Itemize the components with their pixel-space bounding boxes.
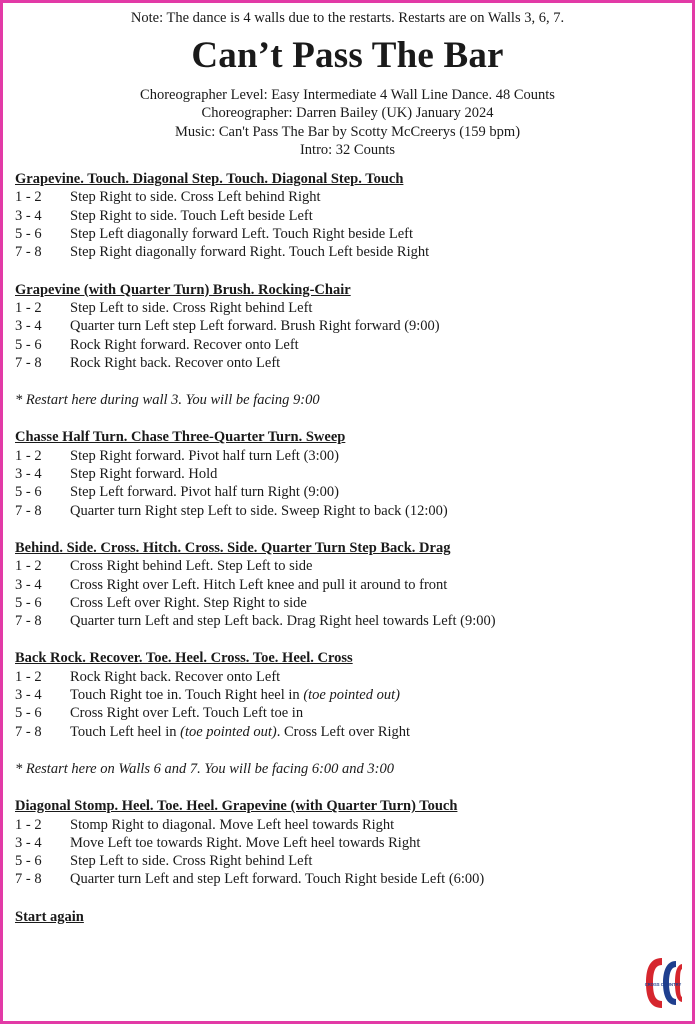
step-count: 7 - 8 <box>15 354 42 371</box>
step-count: 5 - 6 <box>15 594 42 611</box>
step-row <box>15 336 680 354</box>
step-row <box>15 612 680 630</box>
step-text: Move Left toe towards Right. Move Left heel towards Right <box>70 834 421 851</box>
step-text: Quarter turn Left step Left forward. Brush Right forward (9:00) <box>70 318 440 335</box>
step-row <box>15 502 680 520</box>
section-6 <box>15 797 680 888</box>
step-row <box>15 465 680 483</box>
step-count: 1 - 2 <box>15 447 42 464</box>
step-row <box>15 354 680 372</box>
step-text: Step Left to side. Cross Right behind Left <box>70 299 313 316</box>
step-text: Step Right to side. Touch Left beside Left <box>70 207 313 224</box>
section-heading: Diagonal Stomp. Heel. Toe. Heel. Grapevine (with Quarter Turn) Touch <box>15 798 458 815</box>
intro-line: Intro: 32 Counts <box>299 141 396 158</box>
step-text: Rock Right back. Recover onto Left <box>70 668 281 685</box>
section-1 <box>15 170 680 261</box>
section-3 <box>15 428 680 519</box>
step-row <box>15 483 680 501</box>
step-text: Step Right forward. Hold <box>70 466 218 483</box>
step-count: 7 - 8 <box>15 723 42 740</box>
section-heading: Grapevine. Touch. Diagonal Step. Touch. Diagonal Step. Touch <box>15 171 404 188</box>
step-text: Step Left forward. Pivot half turn Right (9:00) <box>70 484 340 501</box>
step-count: 5 - 6 <box>15 336 42 353</box>
step-text: Quarter turn Right step Left to side. Sweep Right to back (12:00) <box>70 502 448 519</box>
step-text: Step Left to side. Cross Right behind Left <box>70 853 313 870</box>
step-row <box>15 686 680 704</box>
step-row <box>15 704 680 722</box>
step-row <box>15 225 680 243</box>
step-text: Step Right diagonally forward Right. Touch Left beside Right <box>70 244 430 261</box>
step-text: Cross Right over Left. Hitch Left knee and pull it around to front <box>70 576 448 593</box>
section-5 <box>15 649 680 740</box>
step-count: 5 - 6 <box>15 853 42 870</box>
step-text: Touch Right toe in. Touch Right heel in <box>70 687 304 704</box>
dance-sheet <box>15 9 680 940</box>
step-row <box>15 576 680 594</box>
step-row <box>15 852 680 870</box>
step-row <box>15 594 680 612</box>
level-line: Choreographer Level: Easy Intermediate 4 Wall Line Dance. 48 Counts <box>140 87 555 103</box>
step-text: Cross Right over Left. Touch Left toe in <box>70 705 304 722</box>
step-count: 7 - 8 <box>15 244 42 261</box>
step-count: 7 - 8 <box>15 871 42 888</box>
step-sections <box>15 170 680 926</box>
step-row <box>15 816 680 834</box>
cross-country-logo <box>640 952 686 1014</box>
step-count: 7 - 8 <box>15 502 42 519</box>
step-count: 5 - 6 <box>15 226 42 243</box>
dance-title: Can’t Pass The Bar <box>191 35 504 76</box>
step-count: 5 - 6 <box>15 484 42 501</box>
step-count: 3 - 4 <box>15 318 42 335</box>
step-text: Rock Right back. Recover onto Left <box>70 354 281 371</box>
section-heading: Back Rock. Recover. Toe. Heel. Cross. Toe. Heel. Cross <box>15 650 353 667</box>
step-count: 3 - 4 <box>15 834 42 851</box>
step-text: Stomp Right to diagonal. Move Left heel towards Right <box>70 816 395 833</box>
section-2 <box>15 281 680 372</box>
section-4 <box>15 539 680 630</box>
restart-note-wall-3: * Restart here during wall 3. You will be facing 9:00 <box>15 392 320 409</box>
step-count: 3 - 4 <box>15 687 42 704</box>
music-line: Music: Can't Pass The Bar by Scotty McCreerys (159 bpm) <box>174 123 521 140</box>
step-count: 1 - 2 <box>15 299 42 316</box>
step-text: Touch Left heel in <box>70 723 181 740</box>
step-count: 3 - 4 <box>15 207 42 224</box>
step-text: Cross Left over Right. Step Right to side <box>70 594 307 611</box>
step-text-italic: (toe pointed out) <box>303 687 400 704</box>
step-text: Step Right forward. Pivot half turn Left (3:00) <box>70 447 340 464</box>
step-row <box>15 723 680 741</box>
step-count: 1 - 2 <box>15 558 42 575</box>
step-count: 7 - 8 <box>15 613 42 630</box>
step-count: 3 - 4 <box>15 576 42 593</box>
choreographer-line: Choreographer: Darren Bailey (UK) January 2024 <box>201 105 494 122</box>
step-text-after: . Cross Left over Right <box>276 723 411 740</box>
step-row <box>15 243 680 261</box>
step-count: 5 - 6 <box>15 705 42 722</box>
restart-note-walls-6-7: * Restart here on Walls 6 and 7. You will be facing 6:00 and 3:00 <box>15 760 395 777</box>
logo-text: CROSS COUNTRY <box>644 982 682 987</box>
step-count: 1 - 2 <box>15 668 42 685</box>
restart-note: Note: The dance is 4 walls due to the restarts. Restarts are on Walls 3, 6, 7. <box>130 10 565 26</box>
section-heading: Chasse Half Turn. Chase Three-Quarter Turn. Sweep <box>15 429 346 446</box>
step-row <box>15 668 680 686</box>
step-row <box>15 317 680 335</box>
step-text-italic: (toe pointed out) <box>180 723 277 740</box>
step-text: Quarter turn Left and step Left forward. Touch Right beside Left (6:00) <box>70 871 485 888</box>
step-row <box>15 557 680 575</box>
step-text: Cross Right behind Left. Step Left to side <box>70 558 313 575</box>
step-row <box>15 447 680 465</box>
step-row <box>15 834 680 852</box>
step-count: 3 - 4 <box>15 466 42 483</box>
step-row <box>15 188 680 206</box>
step-row <box>15 299 680 317</box>
step-row <box>15 870 680 888</box>
section-heading: Behind. Side. Cross. Hitch. Cross. Side. Quarter Turn Step Back. Drag <box>15 539 451 556</box>
step-count: 1 - 2 <box>15 189 42 206</box>
step-text: Rock Right forward. Recover onto Left <box>70 336 299 353</box>
section-heading: Grapevine (with Quarter Turn) Brush. Rocking-Chair <box>15 281 351 298</box>
step-row <box>15 207 680 225</box>
step-text: Step Left diagonally forward Left. Touch Right beside Left <box>70 226 413 243</box>
step-text: Step Right to side. Cross Left behind Right <box>70 189 321 206</box>
step-text: Quarter turn Left and step Left back. Drag Right heel towards Left (9:00) <box>70 613 496 630</box>
start-again: Start again <box>15 908 84 925</box>
step-count: 1 - 2 <box>15 816 42 833</box>
